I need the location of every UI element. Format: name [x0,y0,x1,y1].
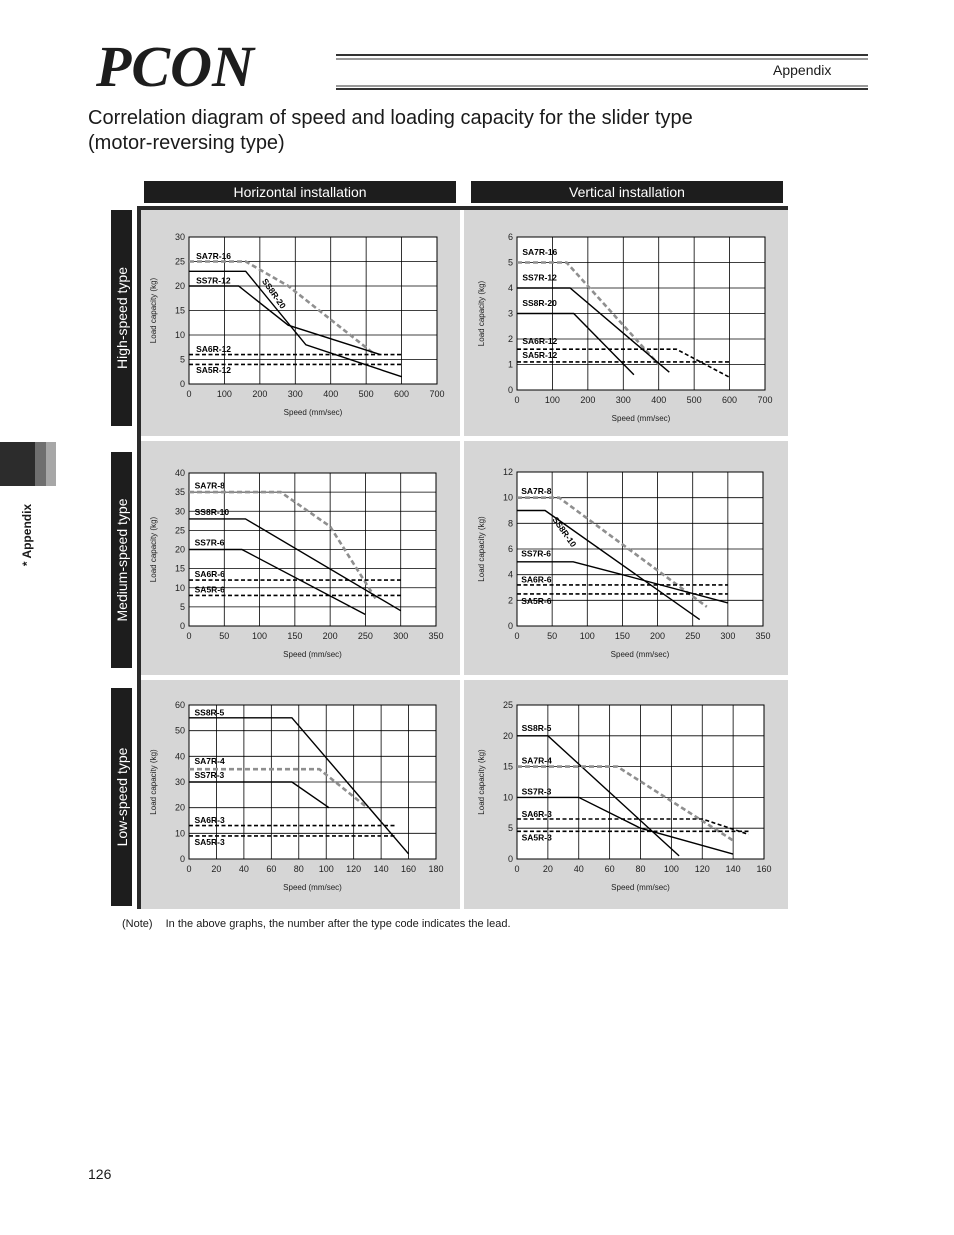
side-tab-marker-light [46,442,56,486]
title-line-2: (motor-reversing type) [88,132,285,154]
row-label-text: Low-speed type [113,747,130,847]
y-tick-label: 6 [507,544,513,554]
x-tick-label: 600 [722,395,738,405]
x-tick-label: 100 [579,631,595,641]
series-label: SS8R-20 [259,276,288,311]
x-tick-label: 350 [755,631,771,641]
y-tick-label: 30 [174,777,185,787]
page-title [88,106,868,156]
chart-low-vertical [464,680,788,909]
series-label: SA7R-4 [194,756,225,767]
y-tick-label: 10 [174,828,185,839]
x-axis-label: Speed (mm/sec) [283,650,342,659]
y-tick-label: 4 [507,569,513,580]
x-tick-label: 120 [346,864,362,874]
y-tick-label: 0 [507,854,513,864]
series-label: SS8R-10 [194,507,230,518]
x-axis-label: Speed (mm/sec) [611,414,671,423]
series-label: SA7R-4 [521,755,552,766]
x-tick-label: 0 [514,631,520,641]
side-tab-marker-mid [35,442,46,486]
y-tick-label: 40 [174,751,185,762]
series-label: SS8R-20 [522,297,557,308]
chart-high-vertical [464,210,788,436]
section-label: Appendix [773,62,832,78]
x-tick-label: 200 [650,631,666,641]
x-tick-label: 20 [211,864,222,874]
x-tick-label: 700 [757,395,773,405]
x-tick-label: 100 [318,864,334,874]
y-tick-label: 20 [174,802,185,813]
series-label: SA6R-6 [194,569,225,580]
x-tick-label: 150 [287,631,303,641]
x-tick-label: 180 [428,864,444,874]
logo-text: PCON [96,40,254,92]
y-tick-label: 10 [174,582,185,593]
x-tick-label: 200 [580,395,596,405]
series-label: SS7R-12 [196,275,231,286]
y-tick-label: 35 [174,487,185,498]
side-tab-marker [0,442,35,486]
side-tab-label: * Appendix [20,503,34,567]
chart-high-horizontal [141,210,460,436]
page-number: 126 [88,1166,112,1182]
series-label: SA5R-12 [196,365,232,376]
series-label: SA5R-12 [522,350,558,361]
x-tick-label: 150 [614,631,630,641]
x-tick-label: 0 [186,864,192,874]
y-tick-label: 60 [174,700,185,710]
x-tick-label: 700 [429,389,445,399]
footnote [122,918,511,930]
series-label: SS7R-12 [522,272,557,283]
x-tick-label: 50 [547,631,558,641]
series-label: SS7R-3 [194,770,225,781]
row-label-low-speed [111,688,132,906]
y-tick-label: 0 [179,621,185,631]
x-tick-label: 600 [394,389,410,399]
y-axis-label: Load capacity (kg) [149,749,158,815]
y-tick-label: 25 [502,700,513,710]
x-tick-label: 100 [663,864,679,874]
row-label-high-speed [111,210,132,426]
y-tick-label: 25 [174,256,185,267]
y-tick-label: 50 [174,725,185,736]
y-tick-label: 15 [174,563,185,574]
y-tick-label: 1 [507,359,513,370]
series-label: SS8R-5 [194,707,225,718]
series-label: SS7R-6 [521,548,551,559]
series-label: SA6R-12 [196,344,232,355]
x-tick-label: 500 [686,395,702,405]
x-tick-label: 80 [635,864,646,874]
series-label: SA5R-3 [521,832,552,843]
x-tick-label: 400 [651,395,667,405]
x-tick-label: 80 [293,864,304,874]
y-tick-label: 10 [502,492,513,503]
x-axis-label: Speed (mm/sec) [611,883,670,892]
y-tick-label: 30 [174,506,185,517]
y-tick-label: 8 [507,518,513,529]
column-header-vertical: Vertical installation [471,181,783,203]
series-label: SS7R-6 [194,537,225,548]
x-tick-label: 120 [694,864,710,874]
column-header-horizontal: Horizontal installation [144,181,456,203]
y-axis-label: Load capacity (kg) [149,516,158,583]
x-tick-label: 250 [357,631,373,641]
x-tick-label: 0 [186,389,192,399]
row-label-text: Medium-speed type [113,498,130,622]
series-label: SA7R-8 [194,480,225,491]
x-tick-label: 0 [186,631,192,641]
x-tick-label: 250 [685,631,701,641]
y-tick-label: 25 [174,525,185,536]
series-label: SS8R-10 [550,514,579,549]
x-tick-label: 300 [287,389,303,399]
x-tick-label: 350 [428,631,444,641]
x-tick-label: 0 [514,395,520,405]
x-tick-label: 300 [615,395,631,405]
y-tick-label: 20 [502,730,513,741]
x-tick-label: 100 [252,631,268,641]
y-tick-label: 0 [179,379,185,389]
x-tick-label: 140 [725,864,741,874]
x-tick-label: 300 [720,631,736,641]
series-label: SA5R-6 [194,584,225,595]
y-axis-label: Load capacity (kg) [477,516,486,582]
series-label: SA7R-8 [521,485,552,496]
y-tick-label: 0 [179,854,185,864]
title-line-1: Correlation diagram of speed and loading capacity for the slider type [88,107,693,129]
x-tick-label: 50 [219,631,230,641]
pcon-logo [96,40,336,92]
y-tick-label: 2 [507,595,513,606]
series-label: SA6R-3 [521,809,552,820]
x-tick-label: 160 [401,864,417,874]
y-tick-label: 40 [174,468,185,478]
series-label: SA5R-6 [521,596,552,607]
y-tick-label: 20 [174,544,185,555]
chart-low-horizontal [141,680,460,909]
x-tick-label: 300 [393,631,409,641]
chart-medium-vertical [464,441,788,675]
y-axis-label: Load capacity (kg) [477,749,486,815]
x-tick-label: 140 [373,864,389,874]
x-tick-label: 20 [542,864,553,874]
series-label: SA7R-16 [196,251,232,262]
x-tick-label: 0 [514,864,520,874]
y-tick-label: 12 [502,467,513,477]
y-tick-label: 4 [507,283,513,293]
x-tick-label: 60 [604,864,615,874]
y-tick-label: 3 [507,308,513,319]
y-tick-label: 0 [507,621,513,631]
y-tick-label: 5 [179,354,185,365]
x-tick-label: 60 [266,864,277,874]
y-tick-label: 5 [179,601,185,612]
x-tick-label: 160 [756,864,772,874]
y-tick-label: 30 [174,232,185,242]
y-tick-label: 15 [502,761,513,772]
x-tick-label: 200 [322,631,338,641]
x-tick-label: 500 [358,389,374,399]
series-label: SA6R-6 [521,574,552,585]
series-label: SA7R-16 [522,246,558,257]
series-label: SS8R-5 [521,722,552,733]
row-label-text: High-speed type [113,267,130,369]
y-tick-label: 6 [507,232,513,242]
x-tick-label: 40 [573,864,584,874]
x-tick-label: 100 [216,389,232,399]
y-tick-label: 5 [507,823,513,834]
y-axis-label: Load capacity (kg) [477,280,486,347]
row-label-medium-speed [111,452,132,668]
y-tick-label: 10 [174,330,185,340]
x-axis-label: Speed (mm/sec) [283,408,343,417]
x-tick-label: 40 [238,864,249,874]
series-label: SS7R-3 [521,786,552,797]
chart-medium-horizontal [141,441,460,675]
y-axis-label: Load capacity (kg) [149,277,158,344]
y-tick-label: 5 [507,257,513,268]
footnote-label: (Note) [122,918,153,930]
x-axis-label: Speed (mm/sec) [610,650,670,659]
series-label: SA5R-3 [194,836,225,847]
y-tick-label: 15 [174,305,185,316]
x-tick-label: 200 [252,389,268,399]
x-tick-label: 100 [544,395,560,405]
footnote-text: In the above graphs, the number after the type code indicates the lead. [165,918,511,930]
y-tick-label: 2 [507,334,513,344]
y-tick-label: 0 [507,385,513,395]
x-axis-label: Speed (mm/sec) [283,883,342,892]
y-tick-label: 20 [174,281,185,291]
series-label: SA6R-12 [522,336,558,347]
x-tick-label: 400 [323,389,339,399]
series-label: SA6R-3 [194,815,225,826]
y-tick-label: 10 [502,792,513,803]
